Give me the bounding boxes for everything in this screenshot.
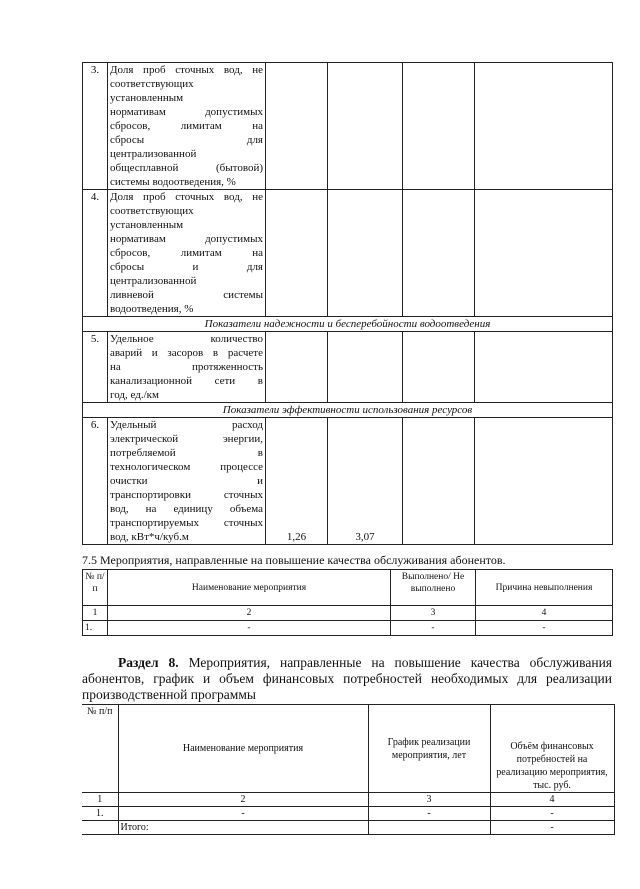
description-line: сбросов, лимитам на xyxy=(110,120,263,132)
description-line: транспортируемых сточных xyxy=(110,517,263,529)
table-row xyxy=(83,621,613,636)
description-line: установленным xyxy=(110,92,184,104)
value-cell xyxy=(403,63,475,190)
cell: 3 xyxy=(368,793,490,807)
description-line: вод, на единицу объема xyxy=(110,503,263,515)
value-cell: 3,07 xyxy=(328,418,403,545)
description-line: потребляемой в xyxy=(110,447,263,459)
description-line: вод, кВт*ч/куб.м xyxy=(110,531,189,543)
description-line: канализационной сети в xyxy=(110,375,263,387)
description-line: ливневой системы xyxy=(110,289,263,301)
indicator-row xyxy=(83,190,613,317)
value-cell xyxy=(475,190,613,317)
value-cell xyxy=(266,190,328,317)
numbering-row xyxy=(82,793,614,807)
value-cell xyxy=(403,418,475,545)
value-cell xyxy=(403,190,475,317)
header-num: № п/п xyxy=(82,705,118,793)
indicator-description xyxy=(108,63,266,190)
total-value: - xyxy=(490,821,614,835)
table2-caption: 7.5 Мероприятия, направленные на повышение качества обслуживания абонентов. xyxy=(82,553,506,567)
indicator-row xyxy=(83,332,613,403)
section-title: Показатели эффективности использования ресурсов xyxy=(83,403,613,418)
total-row xyxy=(82,821,614,835)
value-cell xyxy=(475,418,613,545)
description-line: очистки и xyxy=(110,475,263,487)
description-line: Удельный расход xyxy=(110,419,263,431)
description-line: транспортировки сточных xyxy=(110,489,263,501)
description-line: сбросы и для xyxy=(110,261,263,273)
cell: - xyxy=(476,621,613,636)
cell xyxy=(368,821,490,835)
description-line: нормативам допустимых xyxy=(110,106,263,118)
cell: 1. xyxy=(83,621,108,636)
description-line: электрической энергии, xyxy=(110,433,263,445)
description-line: соответствующих xyxy=(110,78,194,90)
cell: - xyxy=(108,621,391,636)
header-name: Наименование мероприятия xyxy=(118,705,368,793)
description-line: системы водоотведения, % xyxy=(110,176,236,188)
header-num: № п/п xyxy=(83,570,108,606)
indicator-row xyxy=(83,418,613,545)
numbering-row xyxy=(83,606,613,621)
description-line: нормативам допустимых xyxy=(110,233,263,245)
measures-table xyxy=(82,569,613,636)
header-name: Наименование мероприятия xyxy=(108,570,391,606)
cell: - xyxy=(118,807,368,821)
cell: 3 xyxy=(391,606,476,621)
financial-needs-table xyxy=(82,704,615,835)
value-cell xyxy=(328,332,403,403)
cell: 2 xyxy=(108,606,391,621)
description-line: год, ед./км xyxy=(110,389,159,401)
description-line: сбросов, лимитам на xyxy=(110,247,263,259)
cell: 2 xyxy=(118,793,368,807)
total-label: Итого: xyxy=(118,821,368,835)
section-8-heading xyxy=(82,655,612,703)
description-line: Удельное количество xyxy=(110,333,263,345)
value-cell xyxy=(266,332,328,403)
cell: 4 xyxy=(490,793,614,807)
header-reason: Причина невыполнения xyxy=(476,570,613,606)
indicator-description xyxy=(108,332,266,403)
cell: - xyxy=(490,807,614,821)
description-line: централизованной xyxy=(110,275,197,287)
cell: 1. xyxy=(82,807,118,821)
description-line: сбросы для xyxy=(110,134,263,146)
indicator-description xyxy=(108,190,266,317)
value-cell: 1,26 xyxy=(266,418,328,545)
description-line: на протяженность xyxy=(110,361,263,373)
row-number: 5. xyxy=(83,332,108,403)
indicators-table xyxy=(82,62,613,545)
row-number: 6. xyxy=(83,418,108,545)
description-line: технологическом процессе xyxy=(110,461,263,473)
row-number: 3. xyxy=(83,63,108,190)
row-number: 4. xyxy=(83,190,108,317)
section-row xyxy=(83,317,613,332)
description-line: Доля проб сточных вод, не xyxy=(110,191,263,203)
indicator-description xyxy=(108,418,266,545)
cell: 1 xyxy=(83,606,108,621)
description-line: общесплавной (бытовой) xyxy=(110,162,263,174)
header-done: Выполнено/ Не выполнено xyxy=(391,570,476,606)
section-number: Раздел 8. xyxy=(118,655,179,670)
cell: 1 xyxy=(82,793,118,807)
value-cell xyxy=(403,332,475,403)
value-cell xyxy=(266,63,328,190)
section-title-3: производственной программы xyxy=(82,687,256,702)
cell: - xyxy=(391,621,476,636)
section-title: Показатели надежности и бесперебойности водоотведения xyxy=(83,317,613,332)
value-cell xyxy=(328,63,403,190)
header-amount: Объём финансовых потребностей на реализацию мероприятия, тыс. руб. xyxy=(490,705,614,793)
description-line: соответствующих xyxy=(110,205,194,217)
section-title-1: Мероприятия, направленные на повышение качества обслуживания xyxy=(188,655,613,670)
description-line: водоотведения, % xyxy=(110,303,194,315)
section-title-2: абонентов, график и объем финансовых потребностей необходимых для реализации xyxy=(82,671,612,686)
value-cell xyxy=(328,190,403,317)
section-row xyxy=(83,403,613,418)
header-schedule: График реализации мероприятия, лет xyxy=(368,705,490,793)
description-line: аварий и засоров в расчете xyxy=(110,347,263,359)
value-cell xyxy=(475,63,613,190)
cell: 4 xyxy=(476,606,613,621)
description-line: установленным xyxy=(110,219,184,231)
value-cell xyxy=(475,332,613,403)
cell xyxy=(82,821,118,835)
indicator-row xyxy=(83,63,613,190)
cell: - xyxy=(368,807,490,821)
description-line: Доля проб сточных вод, не xyxy=(110,64,263,76)
description-line: централизованной xyxy=(110,148,197,160)
table-row xyxy=(82,807,614,821)
